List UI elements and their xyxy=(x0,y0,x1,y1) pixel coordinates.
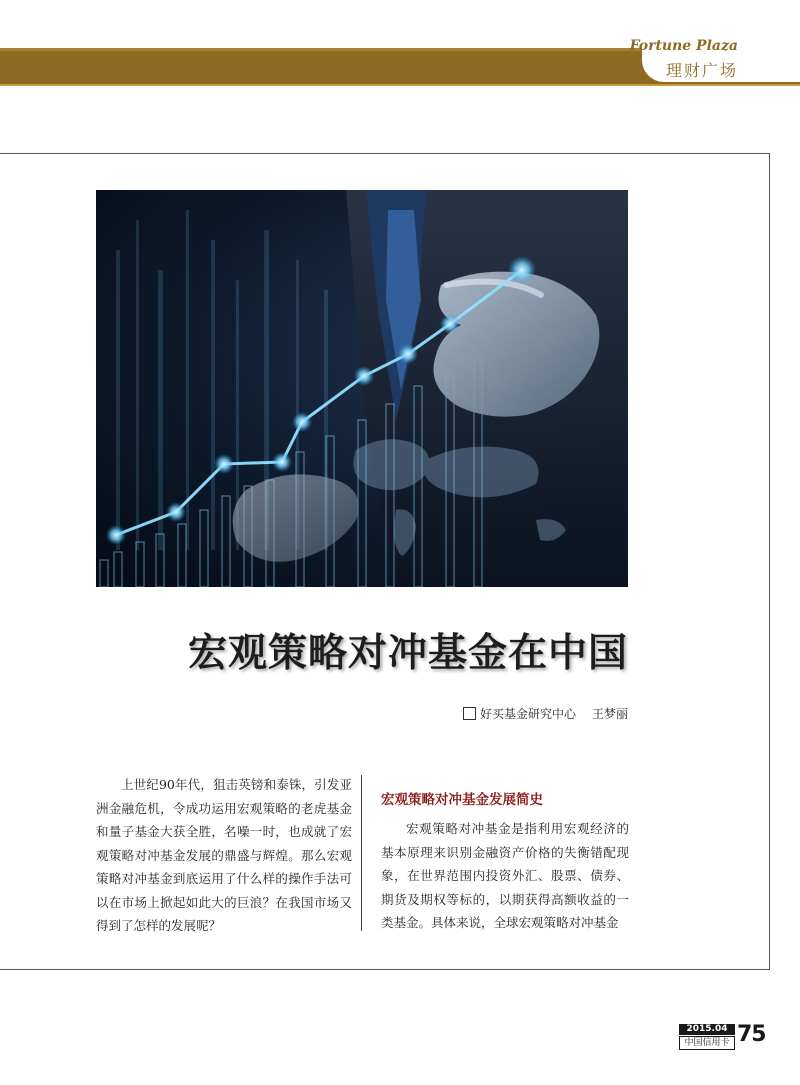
byline-author: 王梦丽 xyxy=(591,707,628,721)
byline-source: 好买基金研究中心 xyxy=(479,707,576,721)
magazine-name: 中国信用卡 xyxy=(679,1036,735,1050)
header-rule xyxy=(0,84,800,86)
column-name-cn: 理财广场 xyxy=(665,61,738,80)
page-number: 75 xyxy=(737,1022,766,1047)
intro-column xyxy=(96,773,352,938)
section-column xyxy=(381,817,629,935)
intro-paragraph: 上世纪90年代，狙击英镑和泰铢，引发亚洲金融危机，令成功运用宏观策略的老虎基金和量子基金大获全胜，名噪一时，也成就了宏观策略对冲基金发展的鼎盛与辉煌。那么宏观策略对冲基金到底运用了什么样的操作手法可以在市场上掀起如此大的巨浪？在我国市场又得到了怎样的发展呢？ xyxy=(96,777,352,933)
checkbox-square-icon xyxy=(463,707,476,720)
section-paragraph: 宏观策略对冲基金是指利用宏观经济的基本原理来识别金融资产价格的失衡错配现象，在世界范围内投资外汇、股票、债券、期货及期权等标的，以期获得高额收益的一类基金。具体来说，全球宏观策略对冲基金 xyxy=(381,821,629,930)
column-name-en: Fortune Plaza xyxy=(629,38,738,54)
section-heading: 宏观策略对冲基金发展简史 xyxy=(381,792,543,808)
article-title: 宏观策略对冲基金在中国 xyxy=(187,630,628,676)
issue-badge: 2015.04 xyxy=(679,1024,735,1035)
byline xyxy=(463,705,628,722)
column-divider xyxy=(361,775,362,931)
finance-growth-chart-image xyxy=(96,190,628,587)
